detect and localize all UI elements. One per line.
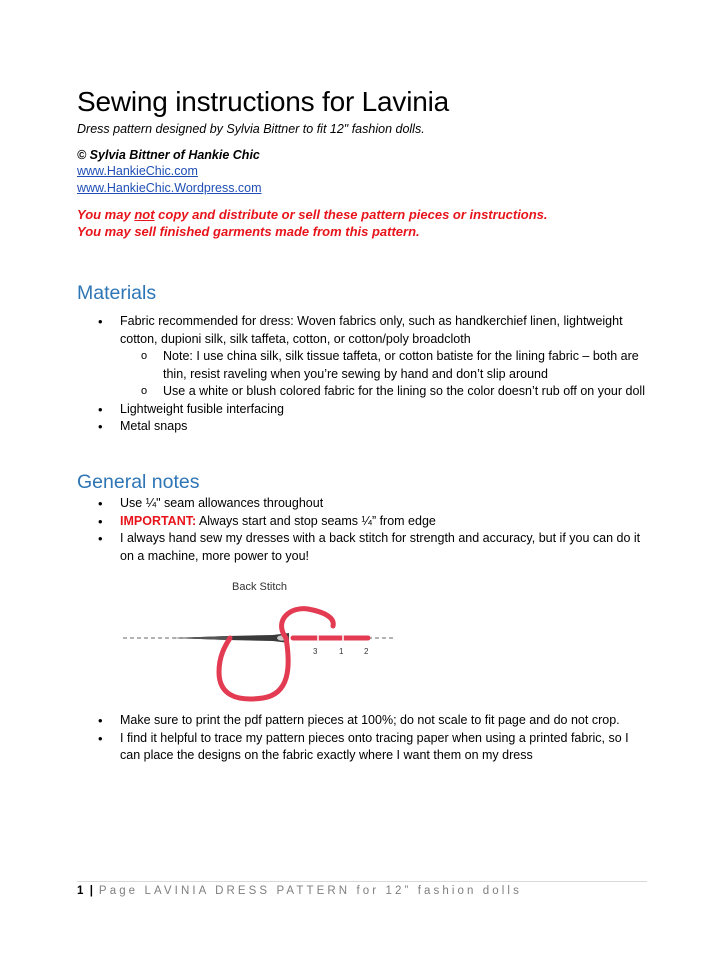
list-item: • IMPORTANT: Always start and stop seams ¼” from edge: [77, 513, 647, 531]
general-notes-heading: General notes: [77, 471, 200, 493]
page-title: Sewing instructions for Lavinia: [77, 86, 449, 117]
list-item: • I always hand sew my dresses with a back stitch for strength and accuracy, but if you can do it on a machine, more power to you!: [77, 530, 647, 565]
page-number: 1: [77, 885, 84, 897]
list-item: • Make sure to print the pdf pattern pieces at 100%; do not scale to fit page and do not crop.: [77, 712, 647, 730]
diagram-title: Back Stitch: [232, 581, 288, 593]
materials-sublist: [120, 348, 647, 401]
materials-list: [77, 313, 647, 436]
list-item: • Use ¼" seam allowances throughout: [77, 495, 647, 513]
general-notes-list: [77, 495, 647, 565]
warning-sell: You may sell finished garments made from this pattern.: [77, 224, 420, 239]
link-hankiechic[interactable]: www.HankieChic.com: [77, 164, 198, 178]
page-footer: [77, 885, 522, 897]
back-stitch-diagram: [123, 572, 403, 707]
list-item: • I find it helpful to trace my pattern pieces onto tracing paper when using a printed fabric, so I can place the designs on the fabric exactly where I want them on my dress: [77, 730, 647, 765]
copyright: © Sylvia Bittner of Hankie Chic: [77, 148, 260, 162]
thread: [219, 609, 368, 699]
list-item: • Fabric recommended for dress: Woven fabrics only, such as handkerchief linen, lightweight cotton, dupioni silk, silk taffeta, cotton, or cotton/poly broadcloth o Note: I use china silk, silk tissue taffeta, or cotton batiste for the lining fabric – both are thin, resist raveling when you’re sewing by hand and don’t slip around o Use a white or blush colored fabric for the lining so the color doesn’t rub off on your doll: [77, 313, 647, 401]
footer-text: Page LAVINIA DRESS PATTERN for 12” fashion dolls: [98, 885, 522, 897]
footer-separator: |: [89, 885, 93, 897]
subtitle: Dress pattern designed by Sylvia Bittner to fit 12" fashion dolls.: [77, 122, 425, 136]
link-hankiechic-wordpress[interactable]: www.HankieChic.Wordpress.com: [77, 181, 262, 195]
list-item: • Metal snaps: [77, 418, 647, 436]
diagram-label-3: 3: [313, 647, 318, 656]
list-item: o Use a white or blush colored fabric for the lining so the color doesn’t rub off on your doll: [120, 383, 647, 401]
diagram-label-2: 2: [364, 647, 369, 656]
materials-heading: Materials: [77, 282, 157, 304]
warning-copy: You may not copy and distribute or sell these pattern pieces or instructions.: [77, 207, 548, 222]
important-label: IMPORTANT:: [120, 513, 197, 528]
warning-not: not: [134, 207, 155, 222]
list-item: o Note: I use china silk, silk tissue taffeta, or cotton batiste for the lining fabric – both are thin, resist raveling when you’re sewing by hand and don’t slip around: [120, 348, 647, 383]
list-item: • Lightweight fusible interfacing: [77, 401, 647, 419]
footer-divider: [77, 881, 647, 882]
diagram-label-1: 1: [339, 647, 344, 656]
general-notes-list-continued: [77, 712, 647, 765]
